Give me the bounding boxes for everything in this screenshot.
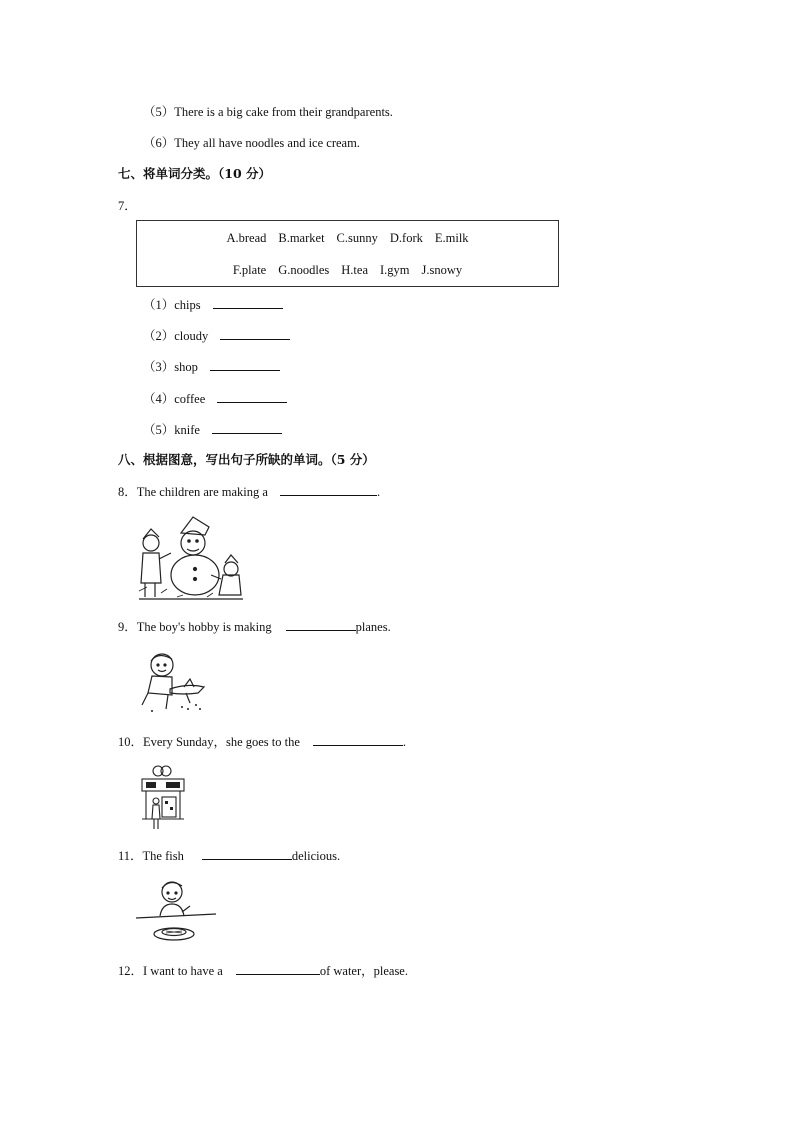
answer-blank[interactable]	[212, 421, 282, 434]
item-6: （6）They all have noodles and ice cream.	[143, 136, 360, 150]
market-picture	[138, 763, 188, 831]
sort-item-label: （4）coffee	[143, 392, 206, 406]
question-text-after: planes.	[355, 620, 391, 634]
question-11	[118, 847, 340, 864]
sort-item-4	[143, 390, 287, 407]
question-9	[118, 618, 391, 635]
word-option: F.plate	[232, 263, 267, 277]
section-8-heading: 八、根据图意，写出句子所缺的单词。（5 分）	[118, 452, 375, 467]
answer-blank[interactable]	[202, 847, 292, 860]
section-7-heading: 七、将单词分类。（10 分）	[118, 166, 271, 181]
question-text-after: delicious.	[291, 849, 341, 863]
question-text: 9．The boy's hobby is making	[118, 620, 272, 634]
item-5: （5）There is a big cake from their grandparents.	[143, 105, 393, 119]
question-text-after: .	[376, 485, 381, 499]
question-10	[118, 733, 406, 750]
question-text: 12．I want to have a	[118, 964, 223, 978]
answer-blank[interactable]	[313, 733, 403, 746]
answer-blank[interactable]	[210, 358, 280, 371]
word-option: D.fork	[389, 231, 423, 245]
word-option: G.noodles	[278, 263, 330, 277]
answer-blank[interactable]	[280, 483, 377, 496]
boy-eating-picture	[136, 876, 218, 944]
question-text: 10．Every Sunday，she goes to the	[118, 735, 300, 749]
sort-item-label: （3）shop	[143, 360, 198, 374]
word-option: A.bread	[226, 231, 267, 245]
sort-item-label: （5）knife	[143, 423, 200, 437]
question-text: 8．The children are making a	[118, 485, 268, 499]
answer-blank[interactable]	[213, 296, 283, 309]
word-option: B.market	[278, 231, 325, 245]
word-option: J.snowy	[421, 263, 463, 277]
model-plane-picture	[138, 647, 218, 717]
answer-blank[interactable]	[236, 962, 320, 975]
word-bank-row-2	[137, 263, 558, 278]
word-option: I.gym	[380, 263, 410, 277]
word-bank-row-1	[137, 231, 558, 246]
question-text-after: of water，please.	[319, 964, 408, 978]
sort-item-3	[143, 358, 280, 375]
word-option: C.sunny	[336, 231, 378, 245]
sort-item-label: （1）chips	[143, 298, 201, 312]
word-option: H.tea	[341, 263, 368, 277]
word-bank-box	[136, 220, 559, 287]
sort-item-5	[143, 421, 282, 438]
question-8	[118, 483, 380, 500]
answer-blank[interactable]	[220, 327, 290, 340]
word-option: E.milk	[434, 231, 469, 245]
question-12	[118, 962, 408, 979]
question-7-number: 7．	[118, 199, 137, 213]
answer-blank[interactable]	[286, 618, 356, 631]
sort-item-label: （2）cloudy	[143, 329, 209, 343]
answer-blank[interactable]	[217, 390, 287, 403]
sort-item-1	[143, 296, 283, 313]
question-text-after: .	[402, 735, 407, 749]
snowman-picture	[137, 513, 245, 601]
question-text: 11．The fish	[118, 849, 184, 863]
sort-item-2	[143, 327, 290, 344]
